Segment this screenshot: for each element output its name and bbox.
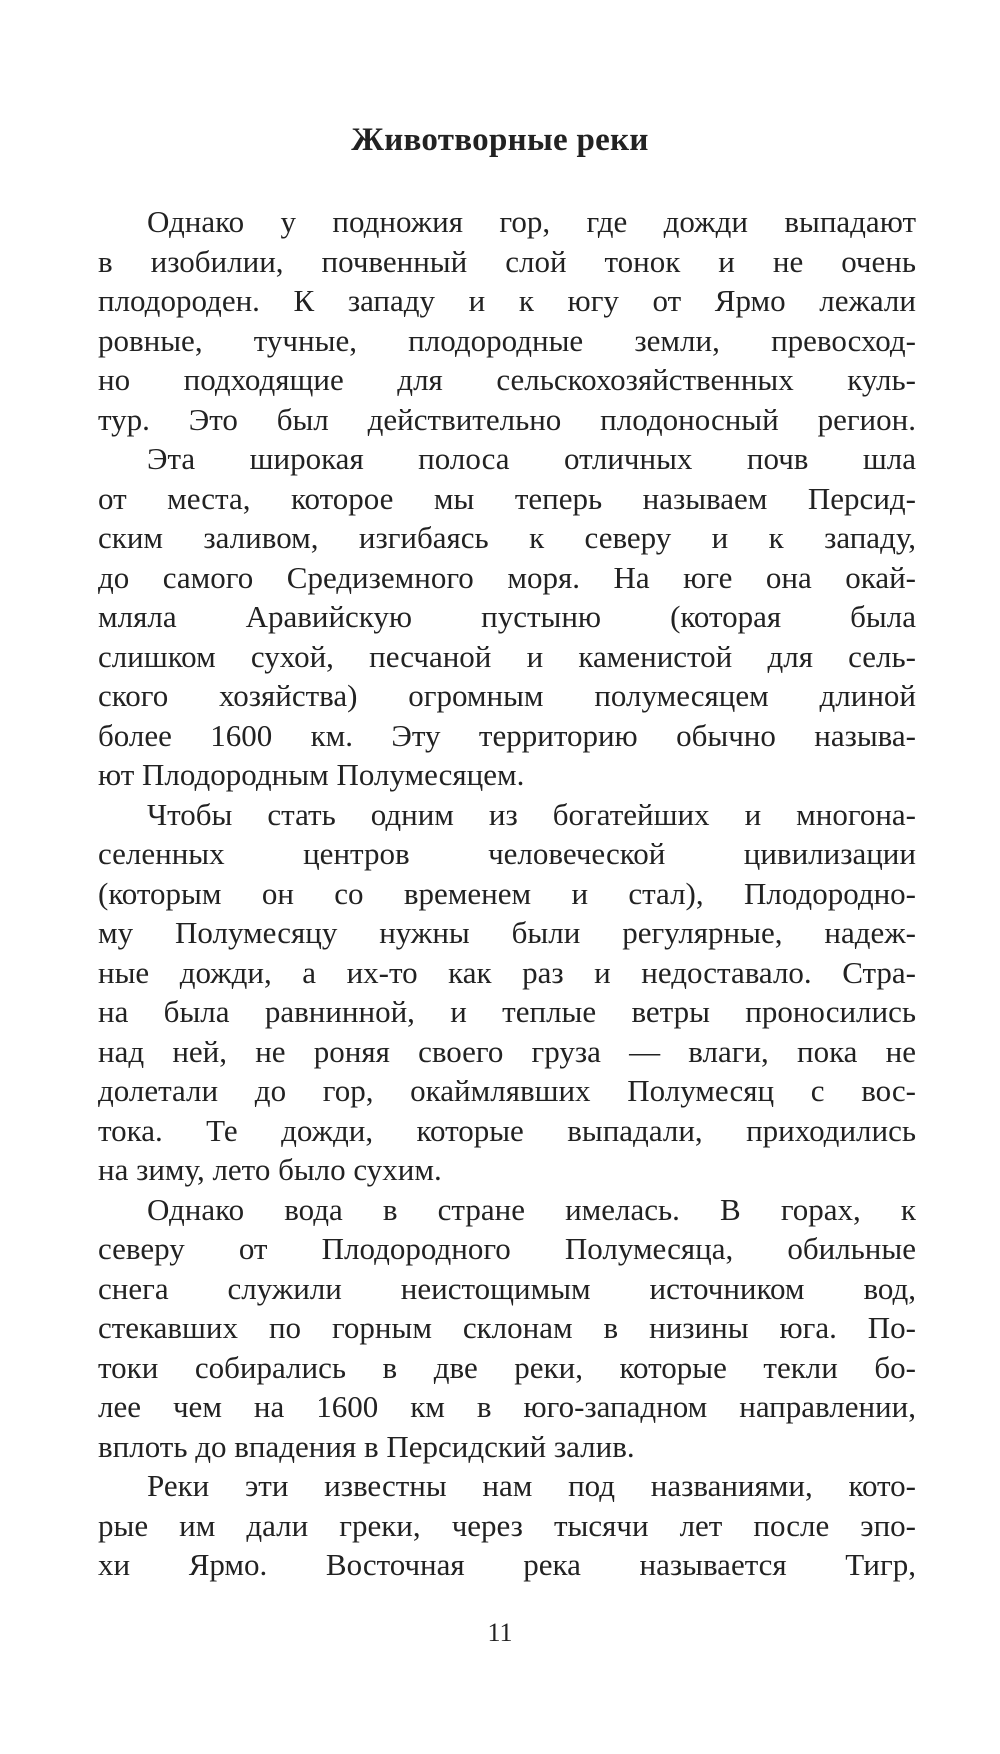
text-line: Реки эти известны нам под названиями, кото- [147, 1468, 916, 1503]
text-line: лее чем на 1600 км в юго-западном направлении, [98, 1389, 916, 1424]
text-line: на была равнинной, и теплые ветры проносились [98, 994, 916, 1029]
text-line: селенных центров человеческой цивилизации [98, 836, 916, 871]
text-line: над ней, не роняя своего груза — влаги, пока не [98, 1033, 916, 1069]
text-line: мляла Аравийскую пустыню (которая была [98, 599, 916, 634]
text-line: ского хозяйства) огромным полумесяцем длиной [98, 678, 916, 713]
paragraph-5 [98, 1466, 916, 1585]
paragraph-2 [98, 439, 916, 795]
paragraph-3 [98, 795, 916, 1190]
text-line: хи Ярмо. Восточная река называется Тигр, [98, 1547, 916, 1582]
page-title: Животворные реки [351, 122, 649, 158]
text-line: (которым он со временем и стал), Плодородно- [98, 875, 916, 911]
page-number: 11 [487, 1618, 513, 1647]
text-line: Однако вода в стране имелась. В горах, к [147, 1191, 916, 1227]
text-line: до самого Средиземного моря. На юге она окай- [98, 559, 916, 595]
text-line: ют Плодородным Полумесяцем. [98, 757, 525, 792]
text-line: рые им дали греки, через тысячи лет после эпо- [98, 1507, 916, 1543]
text-line: Эта широкая полоса отличных почв шла [147, 441, 916, 476]
text-line: на зиму, лето было сухим. [98, 1152, 442, 1187]
text-line: стекавших по горным склонам в низины юга. По- [98, 1310, 916, 1345]
text-line: ные дожди, а их-то как раз и недоставало. Стра- [98, 954, 916, 990]
text-line: от места, которое мы теперь называем Персид- [98, 480, 916, 516]
text-line: ским заливом, изгибаясь к северу и к западу, [98, 520, 916, 555]
text-line: Чтобы стать одним из богатейших и многона- [147, 796, 916, 832]
text-line: токи собирались в две реки, которые текли бо- [98, 1349, 916, 1385]
text-line: му Полумесяцу нужны были регулярные, надеж- [98, 915, 916, 950]
text-line: но подходящие для сельскохозяйственных куль- [98, 362, 916, 397]
body-text [98, 202, 916, 1585]
paragraph-1 [98, 202, 916, 439]
text-line: тур. Это был действительно плодоносный регион. [98, 401, 916, 437]
text-line: тока. Те дожди, которые выпадали, приходились [98, 1112, 916, 1148]
text-line: северу от Плодородного Полумесяца, обильные [98, 1231, 916, 1266]
paragraph-4 [98, 1190, 916, 1467]
text-line: Однако у подножия гор, где дожди выпадают [147, 204, 916, 239]
text-line: в изобилии, почвенный слой тонок и не очень [98, 243, 916, 279]
text-line: более 1600 км. Эту территорию обычно называ- [98, 717, 916, 753]
text-line: снега служили неистощимым источником вод, [98, 1270, 916, 1306]
text-line: ровные, тучные, плодородные земли, превосход- [98, 322, 916, 358]
text-line: слишком сухой, песчаной и каменистой для сель- [98, 638, 916, 674]
text-line: вплоть до впадения в Персидский залив. [98, 1428, 635, 1464]
text-line: долетали до гор, окаймлявших Полумесяц с вос- [98, 1073, 916, 1108]
text-line: плодороден. К западу и к югу от Ярмо лежали [98, 283, 916, 318]
